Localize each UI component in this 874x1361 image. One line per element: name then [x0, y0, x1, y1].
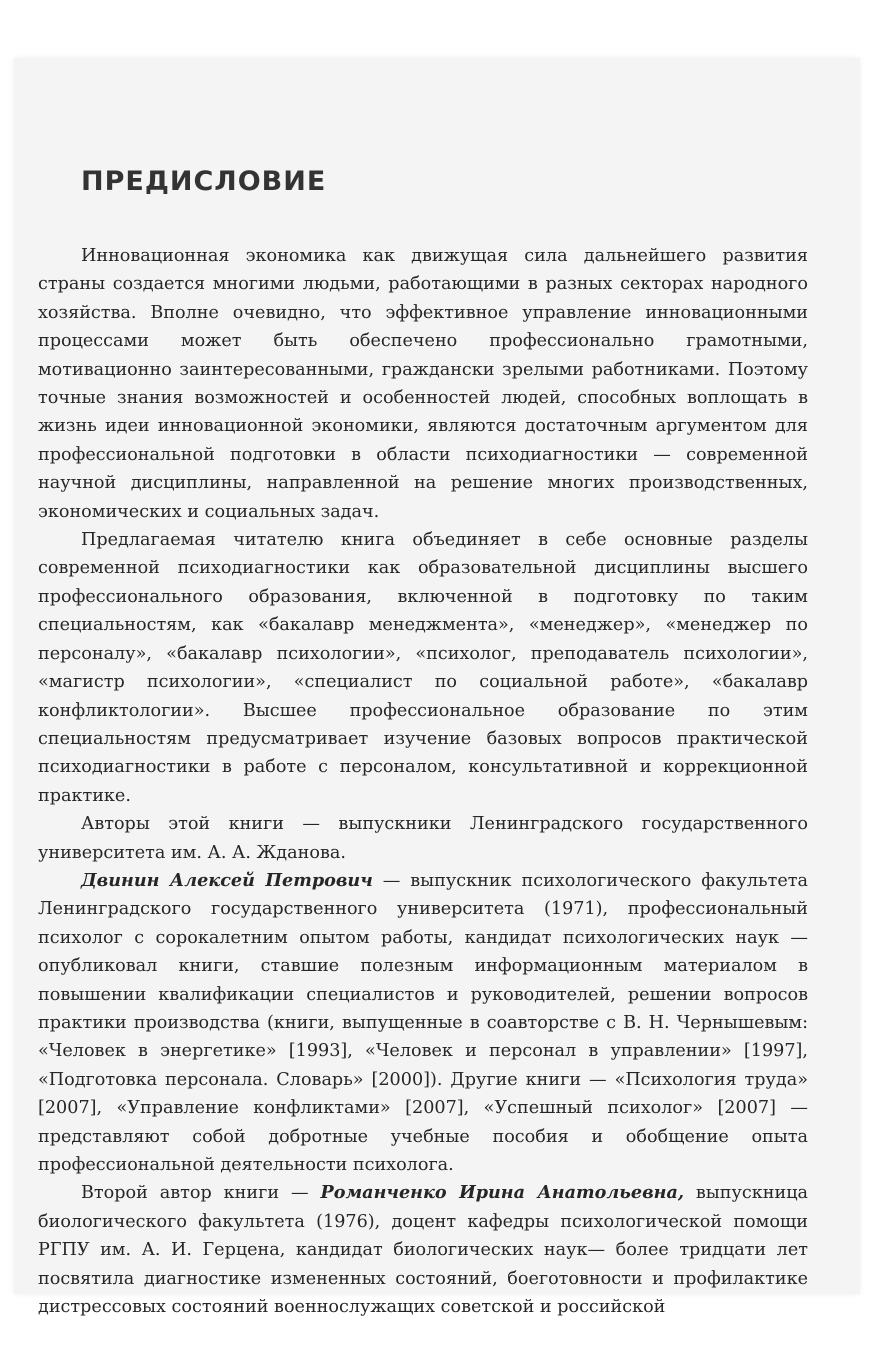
page-title: ПРЕДИСЛОВИЕ: [81, 166, 327, 197]
paragraph-text: Авторы этой книги — выпускники Ленинградского государственного университета им. А. А. Жданова.: [38, 814, 808, 863]
paragraph-authors: [38, 810, 808, 867]
book-page: [14, 58, 860, 1318]
paragraph-text: выпускница биологического факультета (1976), доцент кафедры психологической помощи РГПУ им. А. И. Герцена, кандидат биологических наук— более тридцати лет посвятила диагностике измененных состояний, боеготовности и профилактике дистрессовых состояний военнослужащих советской и российской: [38, 1183, 808, 1318]
paragraph-text: Инновационная экономика как движущая сила дальнейшего развития страны создается многими людьми, работающими в разных секторах народного хозяйства. Вполне очевидно, что эффективное управление инновационными процессами может быть обеспечено профессионально грамотными, мотивационно заинтересованными, граждански зрелыми работниками. Поэтому точные знания возможностей и особенностей людей, способных воплощать в жизнь идеи инновационной экономики, являются достаточным аргументом для профессиональной подготовки в области психодиагностики — современной научной дисциплины, направленной на решение многих производственных, экономических и социальных задач.: [38, 246, 808, 522]
paragraph-text: Предлагаемая читателю книга объединяет в себе основные разделы современной психодиагностики как образовательной дисциплины высшего профессионального образования, включенной в подготовку по таким специальностям, как «бакалавр менеджмента», «менеджер», «менеджер по персоналу», «бакалавр психологии», «психолог, преподаватель психологии», «магистр психологии», «специалист по социальной работе», «бакалавр конфликтологии». Высшее профессиональное образование по этим специальностям предусматривает изучение базовых вопросов практической психодиагностики в работе с персоналом, консультативной и коррекционной практике.: [38, 530, 808, 806]
author-name: Романченко Ирина Анатольевна,: [320, 1182, 684, 1204]
author-name: Двинин Алексей Петрович: [81, 869, 373, 891]
paragraph-text: — выпускник психологического факультета Ленинградского государственного университета (1971), профессиональный психолог с сорокалетним опытом работы, кандидат психологических наук — опубликовал книги, ставшие полезным информационным материалом в повышении квалификации специалистов и руководителей, решении вопросов практики производства (книги, выпущенные в соавторстве с В. Н. Чернышевым: «Человек в энергетике» [1993], «Человек и персонал в управлении» [1997], «Подготовка персонала. Словарь» [2000]). Другие книги — «Психология труда» [2007], «Управление конфликтами» [2007], «Успешный психолог» [2007] — представляют собой добротные учебные пособия и обобщение опыта профессиональной деятельности психолога.: [38, 870, 808, 1175]
page-content: [38, 162, 808, 1321]
paragraph-author-romanchenko: [38, 1179, 808, 1321]
paragraph-prefix: Второй автор книги —: [81, 1183, 321, 1204]
paragraph-intro: [38, 242, 808, 526]
paragraph-book-description: [38, 526, 808, 810]
paragraph-author-dvinin: [38, 867, 808, 1179]
